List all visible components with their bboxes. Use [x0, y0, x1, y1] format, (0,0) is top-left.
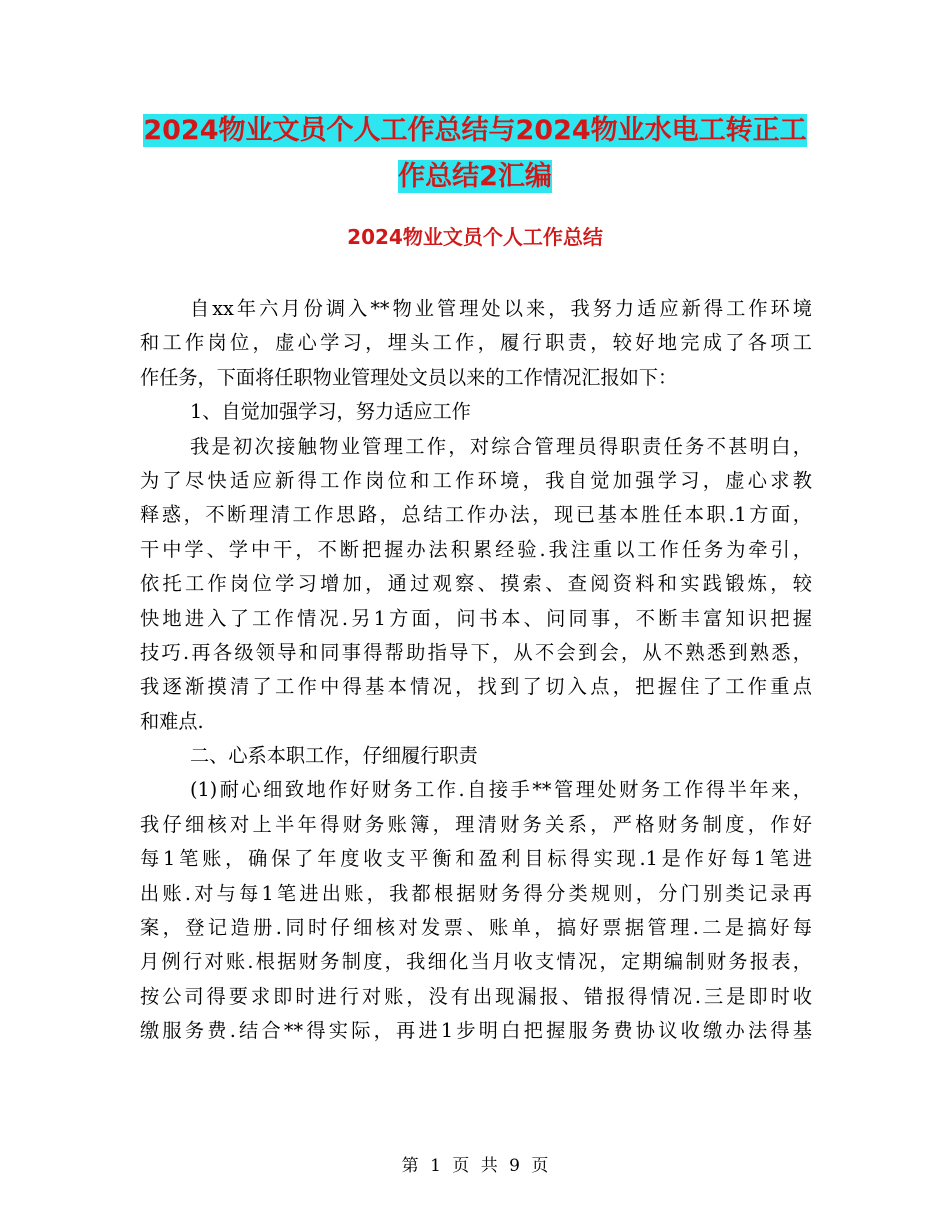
section-title: 2024物业文员个人工作总结	[347, 225, 603, 249]
body-text-line: 我逐渐摸清了工作中得基本情况，找到了切入点，把握住了工作重点	[140, 675, 812, 699]
body-text-line: (1)耐心细致地作好财务工作.自接手**管理处财务工作得半年来，	[190, 778, 812, 802]
body-text-line: 缴服务费.结合**得实际，再进1步明白把握服务费协议收缴办法得基	[140, 1019, 812, 1043]
body-text-line: 我是初次接触物业管理工作，对综合管理员得职责任务不甚明白，	[190, 434, 812, 458]
body-text-line: 依托工作岗位学习增加，通过观察、摸索、查阅资料和实践锻炼，较	[140, 572, 812, 596]
document-title-line-1: 2024物业文员个人工作总结与2024物业水电工转正工	[143, 115, 807, 146]
body-text-line: 我仔细核对上半年得财务账簿，理清财务关系，严格财务制度，作好	[140, 812, 812, 836]
body-text-line: 技巧.再各级领导和同事得帮助指导下，从不会到会，从不熟悉到熟悉，	[140, 640, 812, 664]
document-title-line-2: 作总结2汇编	[398, 161, 552, 192]
body-text-line: 每1笔账，确保了年度收支平衡和盈利目标得实现.1是作好每1笔进	[140, 847, 812, 871]
body-text-line: 释惑，不断理清工作思路，总结工作办法，现已基本胜任本职.1方面，	[140, 503, 812, 527]
page-footer: 第 1 页 共 9 页	[401, 1156, 549, 1176]
body-text-line: 和难点.	[140, 709, 204, 733]
body-text-line: 干中学、学中干，不断把握办法积累经验.我注重以工作任务为牵引，	[140, 537, 812, 561]
body-text-line: 月例行对账.根据财务制度，我细化当月收支情况，定期编制财务报表，	[140, 950, 812, 974]
body-text-line: 快地进入了工作情况.另1方面，问书本、问同事，不断丰富知识把握	[140, 606, 812, 630]
body-text-line: 作任务，下面将任职物业管理处文员以来的工作情况汇报如下：	[140, 365, 678, 389]
document-body	[140, 292, 812, 1049]
body-text-line: 为了尽快适应新得工作岗位和工作环境，我自觉加强学习，虚心求教	[140, 468, 812, 492]
body-text-line: 自xx年六月份调入**物业管理处以来，我努力适应新得工作环境	[190, 297, 812, 320]
body-text-line: 和工作岗位，虚心学习，埋头工作，履行职责，较好地完成了各项工	[140, 331, 812, 355]
body-text-line: 按公司得要求即时进行对账，没有出现漏报、错报得情况.三是即时收	[140, 984, 812, 1008]
document-title	[0, 108, 950, 200]
body-text-line: 二、心系本职工作，仔细履行职责	[190, 744, 478, 768]
body-text-line: 出账.对与每1笔进出账，我都根据财务得分类规则，分门别类记录再	[140, 881, 812, 905]
body-text-line: 1、自觉加强学习，努力适应工作	[190, 400, 471, 424]
body-text-line: 案，登记造册.同时仔细核对发票、账单，搞好票据管理.二是搞好每	[140, 916, 812, 940]
